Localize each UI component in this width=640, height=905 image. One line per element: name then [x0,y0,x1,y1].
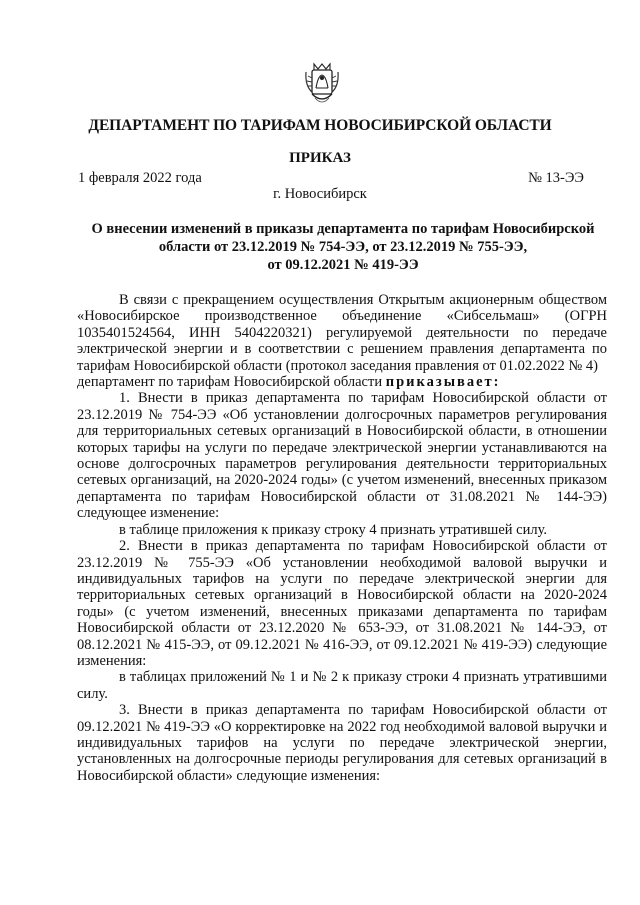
subject-line: О внесении изменений в приказы департамента по тарифам Новосибирской [91,221,595,237]
order-number: № 13-ЭЭ [528,170,584,186]
order-body [77,292,607,784]
document-type: ПРИКАЗ [289,150,351,166]
item-1-paragraph: 1. Внести в приказ департамента по тарифам Новосибирской области от 23.12.2019 № 754-ЭЭ «Об установлении долгосрочных параметров регулирования для территориальных сетевых организаций в Новосибирской области, в отношении которых тарифы на услуги по передаче электрической энергии устанавливаются на основе долгосрочных параметров регулирования деятельности территориальных сетевых организаций, на 2020-2024 годы» (с учетом изменений, внесенных приказом департамента по тарифам Новосибирской области от 31.08.2021 № 144-ЭЭ) следующее изменение: [77,390,607,522]
order-city: г. Новосибирск [273,186,367,202]
department-name: ДЕПАРТАМЕНТ ПО ТАРИФАМ НОВОСИБИРСКОЙ ОБЛАСТИ [88,117,552,134]
subject-line: области от 23.12.2019 № 754-ЭЭ, от 23.12.2019 № 755-ЭЭ, [158,239,528,255]
order-date: 1 февраля 2022 года [78,170,202,186]
item-2-paragraph: 2. Внести в приказ департамента по тарифам Новосибирской области от 23.12.2019 № 755-ЭЭ «Об установлении необходимой валовой выручки и индивидуальных тарифов на услуги по передаче электрической энергии для территориальных сетевых организаций в Новосибирской области на 2020-2024 годы» (с учетом изменений, внесенных приказами департамента по тарифам Новосибирской области от 23.12.2020 № 653-ЭЭ, от 31.08.2021 № 144-ЭЭ, от 08.12.2021 № 415-ЭЭ, от 09.12.2021 № 416-ЭЭ, от 09.12.2021 № 419-ЭЭ) следующие изменения: [77,538,607,669]
preamble-paragraph: В связи с прекращением осуществления Открытым акционерным обществом «Новосибирское производственное объединение «Сибсельмаш» (ОГРН 1035401524564, ИНН 5404220321) регулируемой деятельности по передаче электрической энергии и в соответствии с решением правления департамента по тарифам Новосибирской области (протокол заседания правления от 01.02.2022 № 4) [77,292,607,374]
orders-word: приказывает: [385,374,501,391]
orders-line [77,374,607,390]
item-3-paragraph: 3. Внести в приказ департамента по тарифам Новосибирской области от 09.12.2021 № 419-ЭЭ «О корректировке на 2022 год необходимой валовой выручки и индивидуальных тарифов на услуги по передаче электрической энергии, установленных на долгосрочные периоды регулирования для сетевых организаций в Новосибирской области» следующие изменения: [77,702,607,784]
orders-prefix: департамент по тарифам Новосибирской области [77,374,386,391]
item-1-change: в таблице приложения к приказу строку 4 признать утратившей силу. [119,521,548,538]
order-subject [80,220,606,274]
item-2-change: в таблицах приложений № 1 и № 2 к приказу строки 4 признать утратившими силу. [77,669,607,702]
subject-line: от 09.12.2021 № 419-ЭЭ [267,257,419,273]
coat-of-arms-icon [304,62,340,106]
